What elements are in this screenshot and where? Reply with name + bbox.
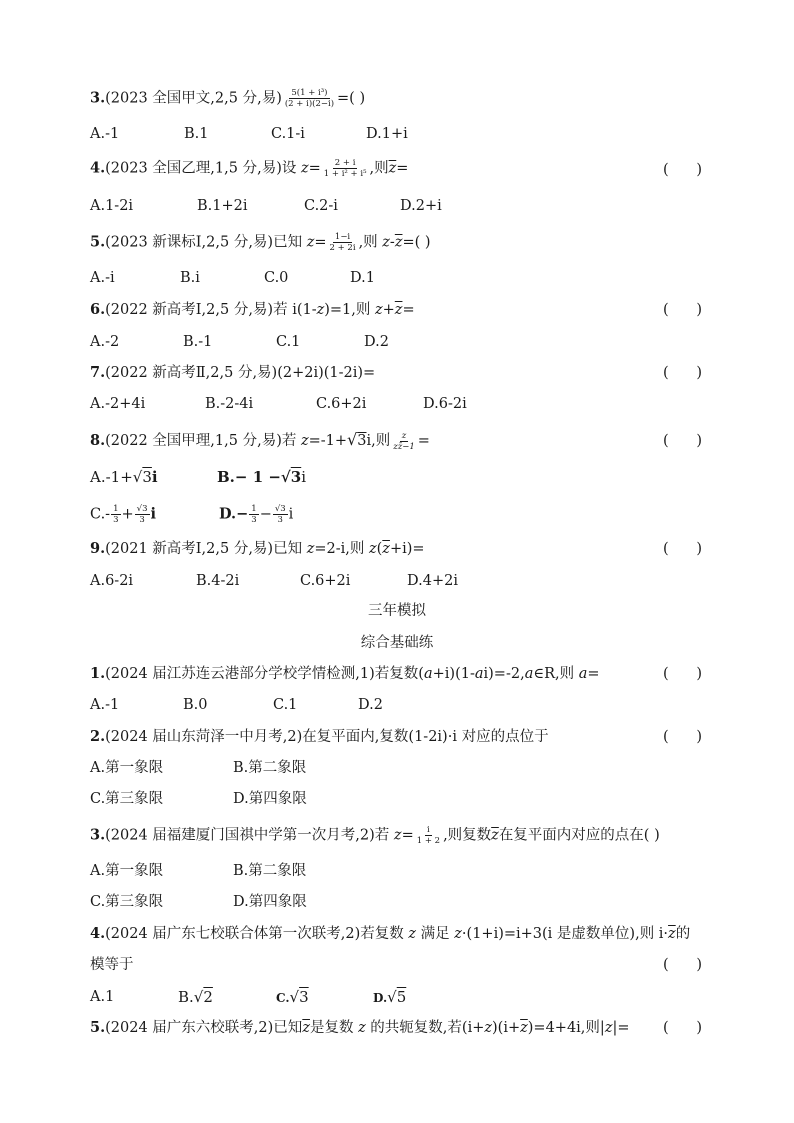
text: + bbox=[382, 302, 395, 318]
option-b[interactable]: B.4-2i bbox=[196, 573, 240, 589]
option-a[interactable]: A.-i bbox=[90, 270, 115, 286]
denominator: 3 bbox=[251, 515, 257, 525]
question-source: (2023 全国乙理,1,5 分,易)设 bbox=[105, 160, 301, 177]
numerator: √3 bbox=[136, 504, 148, 514]
equals: = bbox=[314, 234, 327, 251]
mock-question-1 bbox=[90, 664, 600, 684]
option-a[interactable]: A.-2 bbox=[90, 334, 120, 350]
option-b[interactable]: B.1+2i bbox=[197, 198, 248, 214]
text: |= bbox=[612, 1020, 630, 1036]
conjugate-z: $\overline{z}$ bbox=[520, 1020, 528, 1036]
numerator: 1 bbox=[251, 504, 257, 514]
variable-a: a bbox=[524, 666, 534, 682]
fraction bbox=[249, 504, 258, 525]
radicand: 3 bbox=[357, 433, 367, 449]
answer-blank[interactable]: ( ) bbox=[663, 433, 702, 449]
text: 满足 bbox=[416, 926, 455, 942]
option-c[interactable]: C.0 bbox=[264, 270, 289, 286]
question-8 bbox=[90, 430, 430, 452]
radical-sign: √ bbox=[387, 988, 397, 1006]
variable-z: z bbox=[358, 1020, 366, 1036]
radicand: 3 bbox=[290, 468, 302, 486]
text: i bbox=[150, 505, 157, 523]
mock-question-3 bbox=[90, 825, 660, 846]
question-number: 5. bbox=[90, 1019, 106, 1036]
denominator: zz̄−1 bbox=[393, 441, 415, 452]
variable-z: z bbox=[368, 541, 377, 557]
options-m1 bbox=[90, 695, 710, 715]
denominator: 3 bbox=[139, 515, 145, 525]
text: =2-i,则 bbox=[314, 541, 369, 557]
variable-z: z bbox=[300, 160, 309, 177]
option-d[interactable]: D.第四象限 bbox=[233, 894, 307, 910]
conjugate-z: $\overline{z}$ bbox=[388, 160, 397, 177]
answer-blank: =( ) bbox=[402, 234, 431, 251]
numerator: √3 bbox=[274, 504, 286, 514]
radicand: 5 bbox=[396, 988, 407, 1006]
answer-blank: =( ) bbox=[337, 90, 366, 107]
text: ·(1+i)=i+3(i 是虚数单位),则 i· bbox=[461, 926, 669, 942]
section-subtitle: 综合基础练 bbox=[360, 635, 434, 651]
option-a[interactable]: A.-2+4i bbox=[90, 396, 146, 412]
text: )=4+4i,则| bbox=[527, 1020, 605, 1036]
option-c[interactable]: C.第三象限 bbox=[90, 791, 164, 807]
question-source: (2022 全国甲理,1,5 分,易)若 bbox=[105, 433, 301, 449]
option-b[interactable]: B.-1 bbox=[183, 334, 213, 350]
options-m3-row1 bbox=[90, 861, 710, 881]
conjugate-z: $\overline{z}$ bbox=[394, 234, 403, 251]
question-source: (2023 新课标Ⅰ,2,5 分,易)已知 bbox=[105, 234, 307, 251]
option-d[interactable] bbox=[219, 504, 293, 525]
question-number: 4. bbox=[90, 925, 106, 942]
options-q5 bbox=[90, 268, 710, 288]
conjugate-z: $\overline{z}$ bbox=[382, 541, 390, 557]
text: i,则 bbox=[366, 433, 391, 449]
option-b[interactable] bbox=[178, 987, 213, 1007]
conjugate-z: $\overline{z}$ bbox=[668, 926, 676, 942]
fraction bbox=[111, 504, 120, 525]
question-3 bbox=[90, 88, 365, 109]
question-source: (2024 届福建厦门国祺中学第一次月考,2)若 bbox=[105, 827, 394, 844]
numerator: 1 bbox=[113, 504, 119, 514]
question-5 bbox=[90, 232, 431, 253]
fraction bbox=[273, 504, 288, 525]
fraction bbox=[415, 825, 442, 846]
variable-z: z bbox=[300, 433, 309, 449]
option-c[interactable]: C.6+2i bbox=[300, 573, 351, 589]
variable-z: z bbox=[306, 234, 315, 251]
conjugate-z: $\overline{z}$ bbox=[491, 827, 499, 844]
text: + bbox=[121, 506, 134, 523]
options-q4 bbox=[90, 196, 710, 216]
text: 的共轭复数,若(i+ bbox=[365, 1020, 485, 1036]
text: i)=-2, bbox=[483, 666, 525, 682]
text: A.-1+ bbox=[90, 468, 133, 486]
options-q9 bbox=[90, 571, 710, 591]
question-4 bbox=[90, 158, 408, 179]
numerator: z bbox=[401, 430, 407, 441]
radical-sign: √ bbox=[132, 468, 143, 486]
question-source: (2024 届山东菏泽一中月考,2)在复平面内,复数(1-2i)·i 对应的点位于 bbox=[105, 729, 549, 745]
text: - bbox=[389, 234, 395, 251]
text: = bbox=[417, 433, 430, 449]
question-number: 4. bbox=[90, 159, 106, 177]
mock-question-4-line2: 模等于 bbox=[90, 957, 134, 973]
option-b[interactable]: B.-2-4i bbox=[205, 396, 254, 412]
answer-blank[interactable]: ( ) bbox=[663, 1020, 702, 1036]
text: 是复数 bbox=[309, 1020, 359, 1036]
option-c[interactable]: C.1-i bbox=[271, 126, 305, 142]
mock-question-4 bbox=[90, 924, 690, 944]
option-d[interactable]: D.6-2i bbox=[423, 396, 467, 412]
question-source: (2022 新高考Ⅰ,2,5 分,易)若 i(1- bbox=[105, 302, 317, 318]
variable-z: z bbox=[306, 541, 315, 557]
denominator: (2 + i)(2−i) bbox=[284, 99, 335, 109]
text: +i)(1- bbox=[432, 666, 475, 682]
option-d[interactable]: D.2 bbox=[364, 334, 389, 350]
radical-sign: √ bbox=[193, 988, 204, 1006]
variable-a: a bbox=[474, 666, 484, 682]
option-a[interactable] bbox=[90, 467, 158, 487]
variable-z: z bbox=[454, 926, 462, 942]
variable-z: z bbox=[408, 926, 417, 942]
text: i bbox=[301, 468, 307, 486]
question-number: 1. bbox=[90, 665, 106, 682]
denominator: 1 + 2 bbox=[416, 836, 441, 846]
variable-z: z bbox=[393, 827, 402, 844]
text: D.− bbox=[219, 505, 249, 523]
options-m3-row2 bbox=[90, 892, 710, 912]
question-number: 2. bbox=[90, 728, 106, 745]
numerator: 1−i bbox=[334, 232, 351, 242]
answer-blank[interactable]: ( ) bbox=[663, 162, 702, 178]
options-q6 bbox=[90, 332, 710, 352]
fraction bbox=[328, 232, 358, 253]
mock-question-2 bbox=[90, 727, 549, 747]
denominator: 2 + 2i bbox=[329, 243, 356, 253]
option-a[interactable]: A.第一象限 bbox=[90, 863, 164, 879]
text: =-1+ bbox=[308, 433, 348, 449]
denominator: 3 bbox=[113, 515, 119, 525]
option-a[interactable]: A.6-2i bbox=[90, 573, 134, 589]
text: = bbox=[587, 666, 600, 682]
options-q3 bbox=[90, 124, 710, 144]
text: i bbox=[151, 468, 158, 486]
numerator: i bbox=[427, 825, 430, 835]
numerator: 5(1 + i³) bbox=[291, 88, 328, 98]
text: B.− 1 − bbox=[217, 468, 281, 486]
question-6 bbox=[90, 300, 415, 320]
option-a[interactable]: A.1 bbox=[90, 989, 115, 1005]
variable-a: a bbox=[578, 666, 588, 682]
options-m4 bbox=[90, 987, 710, 1007]
variable-z: z bbox=[604, 1020, 613, 1036]
question-source: (2024 届广东六校联考,2)已知 bbox=[105, 1020, 303, 1036]
conjugate-z: $\overline{z}$ bbox=[302, 1020, 310, 1036]
question-number: 3. bbox=[90, 89, 106, 107]
answer-blank[interactable]: ( ) bbox=[663, 541, 702, 557]
text: )=1,则 bbox=[324, 302, 375, 318]
text: ∈R,则 bbox=[533, 666, 579, 682]
radicand: 3 bbox=[142, 468, 152, 486]
text: )(i+ bbox=[492, 1020, 521, 1036]
radical-sign: √ bbox=[280, 468, 291, 486]
variable-z: z bbox=[484, 1020, 493, 1036]
option-d[interactable]: D.第四象限 bbox=[233, 791, 307, 807]
text: − bbox=[259, 506, 272, 523]
sqrt bbox=[347, 430, 367, 449]
options-q8-row1 bbox=[90, 467, 710, 487]
question-source: (2024 届广东七校联合体第一次联考,2)若复数 bbox=[105, 926, 409, 942]
option-a[interactable]: A.-1 bbox=[90, 126, 120, 142]
numerator: 2 + i bbox=[334, 158, 356, 168]
option-b[interactable]: B.1 bbox=[184, 126, 209, 142]
variable-z: z bbox=[316, 302, 325, 318]
option-d[interactable]: D.2+i bbox=[400, 198, 442, 214]
options-q7 bbox=[90, 394, 710, 414]
denominator: 3 bbox=[277, 515, 283, 525]
question-source: (2023 全国甲文,2,5 分,易) bbox=[105, 90, 282, 107]
variable-z: z bbox=[375, 302, 383, 318]
fraction bbox=[283, 88, 336, 109]
option-d[interactable] bbox=[373, 987, 406, 1008]
fraction bbox=[391, 431, 417, 452]
question-number: 5. bbox=[90, 233, 106, 251]
option-a[interactable]: A.-1 bbox=[90, 697, 120, 713]
option-c[interactable]: C.1 bbox=[273, 697, 298, 713]
question-source: (2021 新高考Ⅰ,2,5 分,易)已知 bbox=[105, 541, 307, 557]
option-d[interactable]: D.1 bbox=[350, 270, 375, 286]
answer-blank[interactable]: ( ) bbox=[663, 365, 702, 381]
option-b[interactable]: B.第二象限 bbox=[233, 863, 307, 879]
text: C.- bbox=[90, 506, 111, 523]
option-c[interactable]: C.1 bbox=[276, 334, 301, 350]
option-d[interactable]: D.1+i bbox=[366, 126, 408, 142]
text: = bbox=[396, 160, 409, 177]
radicand: 3 bbox=[299, 988, 309, 1006]
fraction bbox=[135, 504, 150, 525]
options-m2-row2 bbox=[90, 789, 710, 809]
text: ( bbox=[376, 541, 383, 557]
options-q8-row2 bbox=[90, 504, 710, 524]
text: C. bbox=[276, 991, 290, 1005]
question-number: 9. bbox=[90, 540, 106, 557]
text: 的 bbox=[675, 926, 691, 942]
option-c[interactable]: C.6+2i bbox=[316, 396, 367, 412]
radical-sign: √ bbox=[289, 988, 300, 1006]
variable-a: a bbox=[423, 666, 433, 682]
question-number: 8. bbox=[90, 432, 106, 449]
option-b[interactable] bbox=[217, 467, 306, 487]
question-number: 3. bbox=[90, 826, 106, 844]
text: ,则复数 bbox=[443, 827, 492, 844]
variable-z: z bbox=[382, 234, 390, 251]
option-a[interactable]: A.第一象限 bbox=[90, 760, 164, 776]
option-a[interactable]: A.1-2i bbox=[90, 198, 134, 214]
text: i bbox=[288, 506, 294, 523]
text: +i)= bbox=[389, 541, 425, 557]
option-d[interactable]: D.2 bbox=[358, 697, 383, 713]
options-m2-row1 bbox=[90, 758, 710, 778]
text: ,则 bbox=[358, 234, 383, 251]
question-9 bbox=[90, 539, 425, 559]
denominator: 1 + i² + i⁵ bbox=[323, 169, 367, 179]
option-b[interactable]: B.第二象限 bbox=[233, 760, 307, 776]
question-source: (2022 新高考Ⅱ,2,5 分,易)(2+2i)(1-2i)= bbox=[105, 365, 376, 381]
conjugate-z: $\overline{z}$ bbox=[394, 302, 403, 318]
answer-blank[interactable]: ( ) bbox=[663, 666, 702, 682]
question-7 bbox=[90, 363, 375, 383]
mock-question-5 bbox=[90, 1018, 630, 1038]
question-number: 7. bbox=[90, 364, 106, 381]
option-b[interactable]: B.0 bbox=[183, 697, 208, 713]
text: = bbox=[402, 302, 415, 318]
text: D. bbox=[373, 991, 388, 1005]
text: B. bbox=[178, 988, 194, 1006]
text: 在复平面内对应的点在( ) bbox=[498, 827, 660, 844]
equals: = bbox=[401, 827, 414, 844]
option-c[interactable]: C.2-i bbox=[304, 198, 338, 214]
question-number: 6. bbox=[90, 301, 106, 318]
option-c[interactable]: C.第三象限 bbox=[90, 894, 164, 910]
section-title: 三年模拟 bbox=[368, 603, 426, 619]
answer-blank[interactable]: ( ) bbox=[663, 729, 702, 745]
answer-blank[interactable]: ( ) bbox=[663, 957, 702, 973]
fraction bbox=[322, 158, 369, 179]
text: ,则 bbox=[369, 160, 389, 177]
question-source: (2024 届江苏连云港部分学校学情检测,1)若复数( bbox=[105, 666, 424, 682]
answer-blank[interactable]: ( ) bbox=[663, 302, 702, 318]
option-d[interactable]: D.4+2i bbox=[407, 573, 458, 589]
equals: = bbox=[308, 160, 321, 177]
option-b[interactable]: B.i bbox=[180, 270, 200, 286]
radical-sign: √ bbox=[347, 430, 358, 449]
radicand: 2 bbox=[203, 988, 213, 1006]
option-c[interactable] bbox=[90, 504, 156, 525]
option-c[interactable] bbox=[276, 987, 309, 1008]
